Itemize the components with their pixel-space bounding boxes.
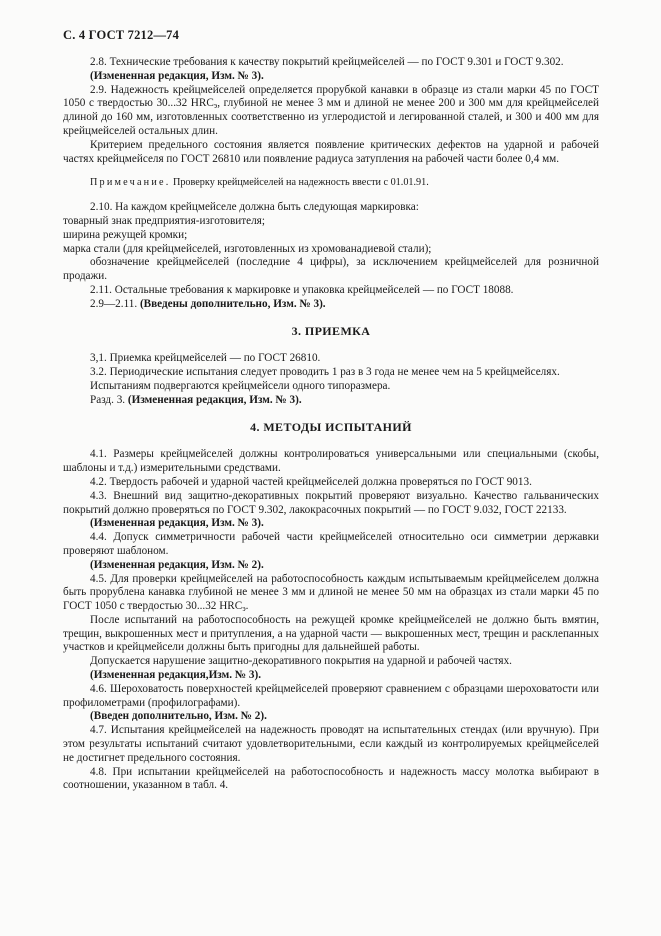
document-body [63, 56, 599, 793]
clause-4-2: 4.2. Твердость рабочей и ударной частей крейцмейселей должна проверяться по ГОСТ 9013. [90, 475, 532, 488]
clause-2-11: 2.11. Остальные требования к маркировке и упаковка крейцмейселей — по ГОСТ 18088. [90, 283, 514, 296]
clause-3-2-note: Испытаниям подвергаются крейцмейсели одного типоразмера. [90, 379, 391, 392]
clause-2-9-criterion: Критерием предельного состояния является появление критических дефектов на ударной и рабочей частях крейцмейселя по ГОСТ 26810 или появление радиуса затупления на рабочей части более 0,4 мм. [63, 138, 599, 165]
edition-note: (Измененная редакция, Изм. № 3). [90, 517, 264, 530]
clause-4-1: 4.1. Размеры крейцмейселей должны контролироваться универсальными или специальными (скобы, шаблоны и т.д.) измерительными средствами. [63, 448, 599, 475]
clause-2-10: 2.10. На каждом крейцмейселе должна быть следующая маркировка: [90, 201, 419, 214]
page-header: С. 4 ГОСТ 7212—74 [63, 28, 180, 42]
edition-note: (Введен дополнительно, Изм. № 2). [90, 710, 267, 723]
note: Примечание. Проверку крейцмейселей на надежность ввести с 01.01.91. [90, 177, 429, 189]
marking-item: марка стали (для крейцмейселей, изготовленных из хромованадиевой стали); [63, 242, 432, 255]
edition-note: (Измененная редакция, Изм. № 2). [90, 558, 264, 571]
clause-4-8: 4.8. При испытании крейцмейселей на работоспособность и надежность массу молотка выбирают в соотношении, указанном в табл. 4. [63, 765, 599, 792]
edition-note: Разд. 3. (Измененная редакция, Изм. № 3). [90, 393, 302, 406]
clause-3-1: 3,1. Приемка крейцмейселей — по ГОСТ 26810. [90, 352, 321, 365]
clause-2-8: 2.8. Технические требования к качеству покрытий крейцмейселей — по ГОСТ 9.301 и ГОСТ 9.302. [90, 56, 564, 68]
edition-note: 2.9—2.11. (Введены дополнительно, Изм. № 3). [90, 297, 326, 310]
marking-item: товарный знак предприятия-изготовителя; [63, 214, 265, 227]
clause-4-5: 4.5. Для проверки крейцмейселей на работоспособность каждым испытываемым крейцмейселем должна быть прорублена канавка глубиной не менее 3 мм и длиной не менее 50 мм на образцах из стали марки 45 по ГОСТ 1050 с твердостью 30...32 $HRC_э$. [63, 572, 599, 614]
section-3-title: 3. ПРИЕМКА [291, 323, 371, 338]
clause-4-3: 4.3. Внешний вид защитно-декоративных покрытий проверяют визуально. Качество гальванических покрытий должно проверяться по ГОСТ 9.302, лакокрасочных покрытий — по ГОСТ 9.032, ГОСТ 22133. [63, 489, 599, 516]
clause-2-9: 2.9. Надежность крейцмейселей определяется прорубкой канавки в образце из стали марки 45 по ГОСТ 1050 с твердостью 30...32 $HRC_э$, глубиной не менее 3 мм и длиной не менее 200 и 300 мм для крейцмейселей длиной до 160 мм, изготовленных соответственно из углеродистой и легированной сталей, и 300 и 400 мм для крейцмейселей остальных длин. [63, 83, 599, 137]
section-4-title: 4. МЕТОДЫ ИСПЫТАНИЙ [250, 419, 412, 434]
clause-4-5-allow: Допускается нарушение защитно-декоративного покрытия на ударной и рабочей частях. [90, 655, 512, 668]
clause-4-5-after: После испытаний на работоспособность на режущей кромке крейцмейселей не должно быть вмятин, трещин, выкрошенных мест и притупления, а на ударной части — выкрошенных мест, трещин и расклепанных участков и крейцмейсели должны быть пригодны для дальнейшей работы. [63, 613, 599, 654]
edition-note: (Измененная редакция,Изм. № 3). [90, 669, 261, 682]
clause-4-7: 4.7. Испытания крейцмейселей на надежность проводят на испытательных стендах (или вручную). При этом результаты испытаний считают удовлетворительными, если каждый из контролируемых крейцмейселей не достигнет предельного состояния. [63, 724, 599, 764]
clause-4-6: 4.6. Шероховатость поверхностей крейцмейселей проверяют сравнением с образцами шероховатости или профилометрами (профилографами). [63, 682, 599, 709]
marking-item: обозначение крейцмейселей (последние 4 цифры), за исключением крейцмейселей для розничной продажи. [63, 256, 599, 283]
clause-3-2: 3.2. Периодические испытания следует проводить 1 раз в 3 года не менее чем на 5 крейцмейселях. [90, 366, 560, 379]
marking-item: ширина режущей кромки; [63, 228, 188, 241]
clause-4-4: 4.4. Допуск симметричности рабочей части крейцмейселей относительно оси симметрии державки проверяют шаблоном. [63, 531, 599, 557]
edition-note: (Измененная редакция, Изм. № 3). [90, 69, 264, 82]
